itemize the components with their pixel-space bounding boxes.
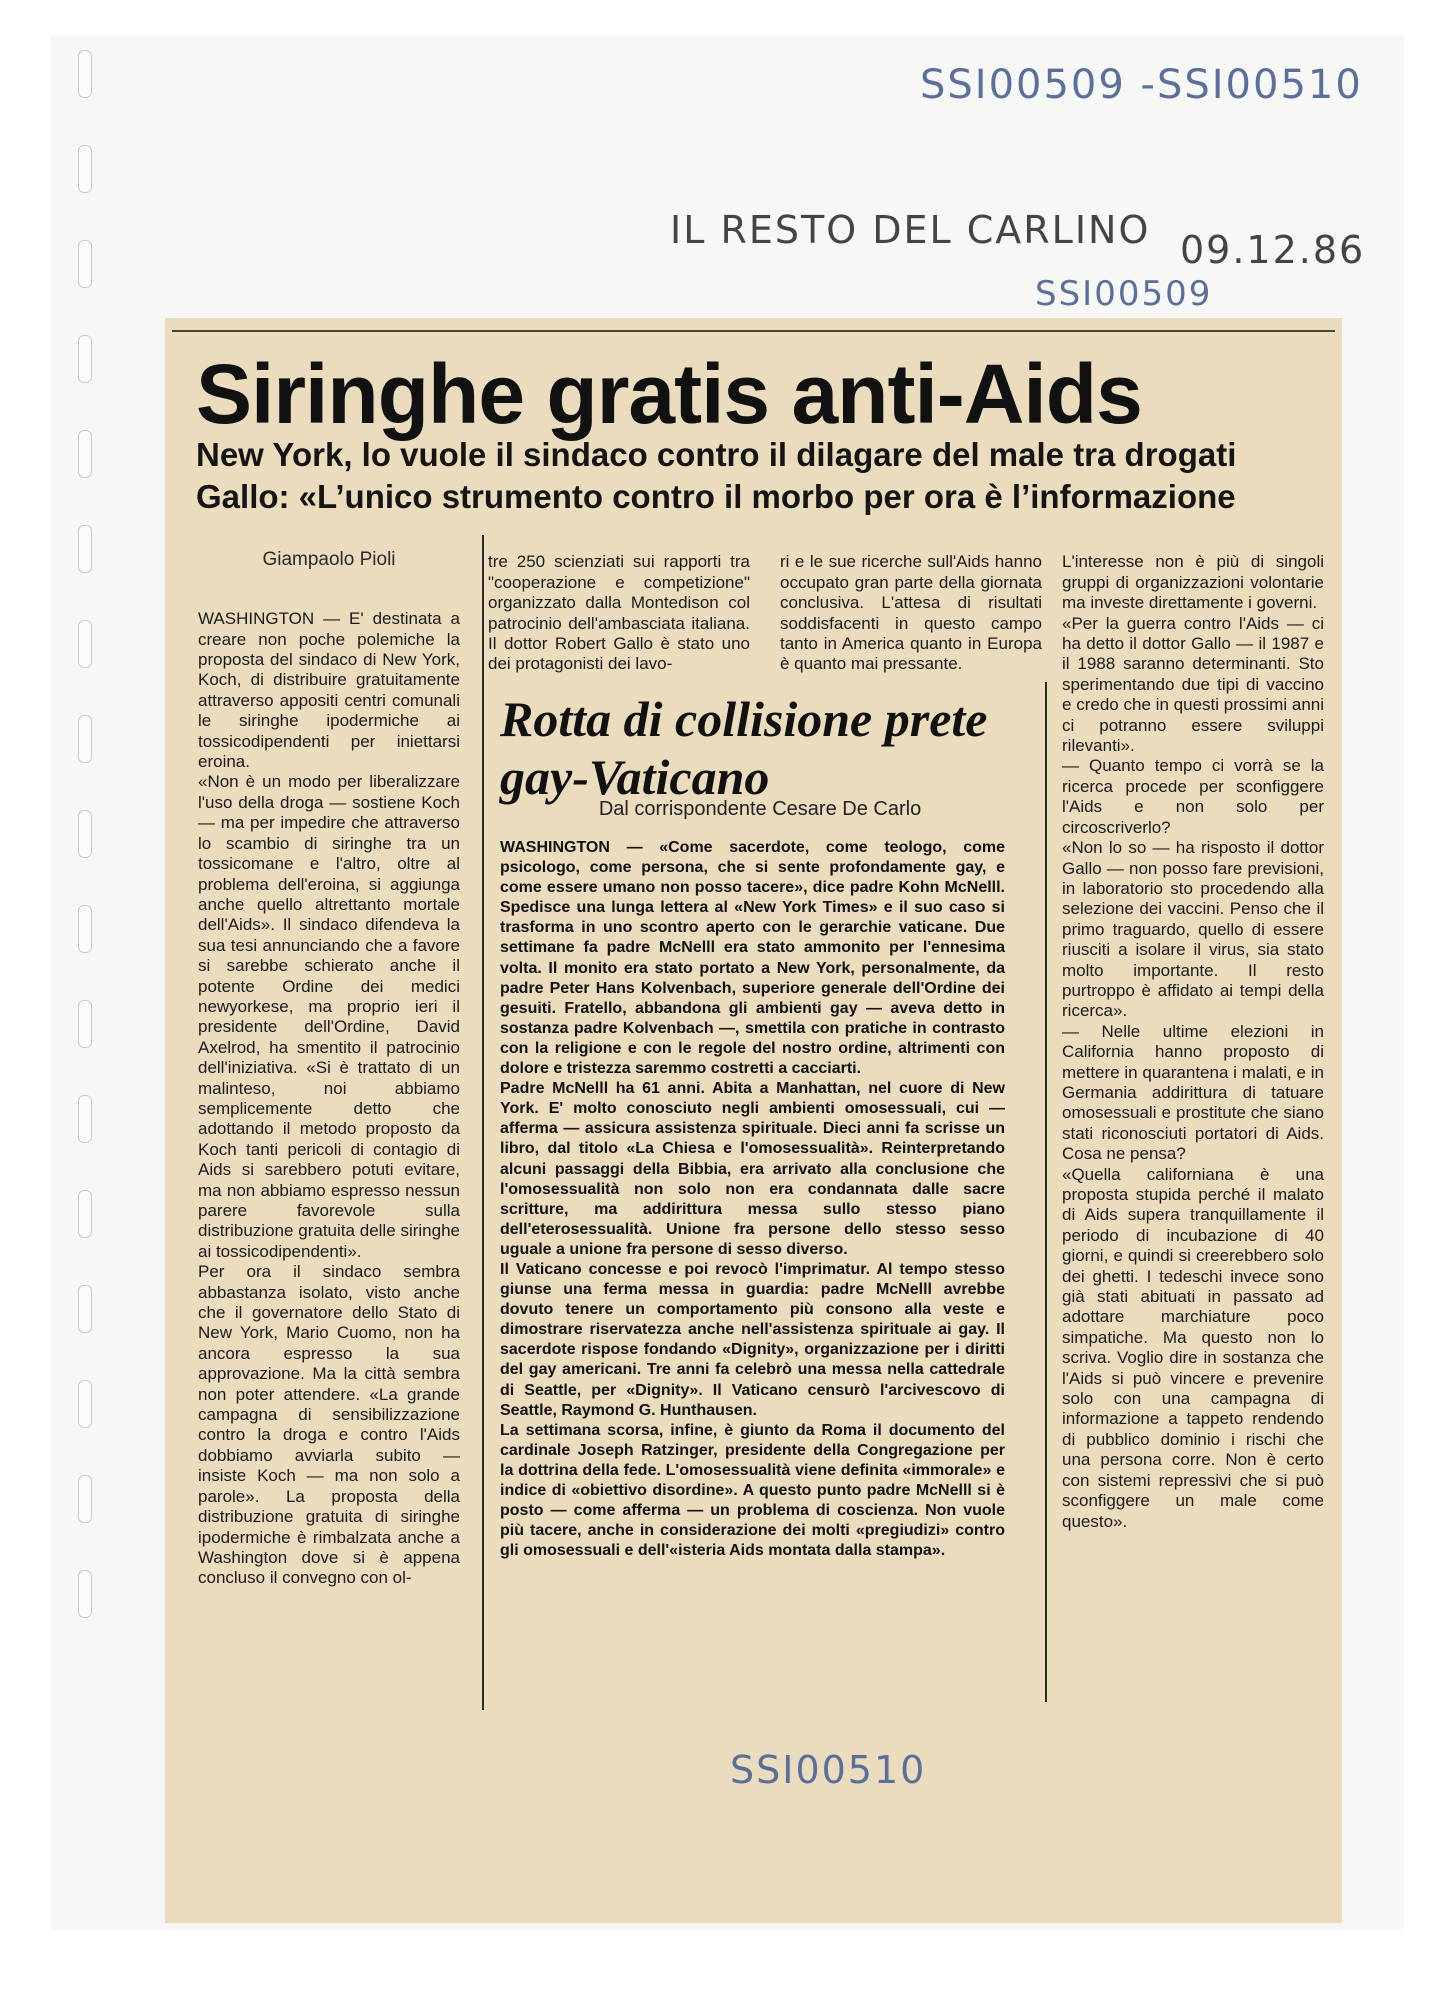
binder-hole bbox=[78, 620, 92, 668]
headline: Siringhe gratis anti-Aids bbox=[196, 347, 1142, 441]
archive-code-top: SSI00509 bbox=[1035, 274, 1213, 314]
subheadline-2: Gallo: «L’unico strumento contro il morbo per ora è l’informazione bbox=[196, 478, 1236, 515]
binder-hole bbox=[78, 1190, 92, 1238]
article-column-3 bbox=[780, 532, 1042, 695]
column-1-text: WASHINGTON — E' destinata a creare non poche polemiche la proposta del sindaco di New York, Koch, di distribuire gratuitamente attraverso appositi centri comunali le siringhe ipodermiche ai tossicodipendenti per iniettarsi eroina. «Non è un modo per liberalizzare l'uso della droga — sostiene Koch — ma per impedire che attraverso lo scambio di siringhe tra un tossicomane e l'altro, oltre al problema dell'eroina, si aggiunga anche quello altrettanto mortale dell'Aids». Il sindaco difendeva la sua tesi annunciando che a favore si sarebbe schierato anche il potente Ordine dei medici newyorkese, ma proprio ieri il presidente dell'Ordine, David Axelrod, ha smentito il patrocinio dell'iniziativa. «Si è trattato di un malinteso, noi abbiamo semplicemente detto che adottando il metodo proposto da Koch tanti pericoli di contagio di Aids si sarebbero potuti evitare, ma non abbiamo espresso nessun parere favorevole sulla distribuzione gratuita delle siringhe ai tossicodipendenti». Per ora il sindaco sembra abbastanza isolato, visto anche che il governatore dello Stato di New York, Mario Cuomo, non ha ancora espresso la sua approvazione. Ma la città sembra non poter attendere. «La grande campagna di sensibilizzazione contro la droga e contro l'Aids dobbiamo avviarla subito — insiste Koch — ma non solo a parole». La proposta della distribuzione gratuita di siringhe ipodermiche è rimbalzata anche a Washington dove si è appena concluso il convegno con ol- bbox=[198, 609, 460, 1588]
binder-hole bbox=[78, 240, 92, 288]
top-rule bbox=[172, 330, 1335, 332]
column-2-text: tre 250 scienziati sui rapporti tra "cooperazione e competizione" organizzato dalla Montedison col patrocinio dell'ambasciata italiana. Il dottor Robert Gallo è stato uno dei protagonisti dei lavo- bbox=[488, 552, 750, 674]
archive-code-bottom: SSI00510 bbox=[730, 1748, 927, 1792]
binder-hole bbox=[78, 335, 92, 383]
binder-hole bbox=[78, 1475, 92, 1523]
column-3-text: ri e le sue ricerche sull'Aids hanno occupato gran parte della giornata conclusiva. L'attesa di risultati soddisfacenti in questo campo tanto in America quanto in Europa è quanto mai pressante. bbox=[780, 552, 1042, 674]
binder-hole bbox=[78, 50, 92, 98]
date-note: 09.12.86 bbox=[1180, 228, 1366, 272]
binder-holes bbox=[78, 50, 104, 1800]
binder-hole bbox=[78, 810, 92, 858]
box-article-text: WASHINGTON — «Come sacerdote, come teologo, come psicologo, come persona, che si sente profondamente gay, e come essere umano non posso tacere», dice padre Kohn McNelll. Spedisce una lunga lettera al «New York Times» e il suo caso si trasforma in uno scontro aperto con le gerarchie vaticane. Due settimane fa padre McNelll era stato ammonito per l'ennesima volta. Il monito era stato portato a New York, personalmente, da padre Peter Hans Kolvenbach, superiore generale dell'Ordine dei gesuiti. Fratello, abbandona gli ambienti gay — aveva detto in sostanza padre Kolvenbach —, smettila con pratiche in contrasto con la religione e con le regole del nostro ordine, altrimenti con dolore e tristezza saremmo costretti a cacciarti. Padre McNelll ha 61 anni. Abita a Manhattan, nel cuore di New York. E' molto conosciuto negli ambienti omosessuali, cui — afferma — assicura assistenza spirituale. Dieci anni fa scrisse un libro, dal titolo «La Chiesa e l'omosessualità». Reinterpretando alcuni passaggi della Bibbia, era arrivato alla conclusione che l'omosessualità non solo non era condannata dalle sacre scritture, ma addirittura messa sullo stesso piano dell'eterosessualità. Unione fra persone dello stesso sesso uguale a unione fra persone di sesso diverso. Il Vaticano concesse e poi revocò l'imprimatur. Al tempo stesso giunse una ferma messa in guardia: padre McNelll avrebbe dovuto tenere un comportamento più consono alla veste e dimostrare riservatezza anche nell'assistenza spirituale ai gay. Il sacerdote rispose fondando «Dignity», organizzazione per i diritti del gay americani. Tre anni fa celebrò una messa nella cattedrale di Seattle, per «Dignity». Il Vaticano censurò l'arcivescovo di Seattle, Raymond G. Hunthausen. La settimana scorsa, infine, è giunto da Roma il documento del cardinale Joseph Ratzinger, presidente della Congregazione per la dottrina della fede. L'omosessualità viene definita «immorale» e indice di «obiettivo disordine». A questo punto padre McNelll si è posto — come afferma — un problema di coscienza. Non vuole più tacere, anche in considerazione dei molti «pregiudizi» contro gli omosessuali e dell'«isteria Aids montata dalla stampa». bbox=[500, 839, 1005, 1560]
binder-hole bbox=[78, 1095, 92, 1143]
binder-hole bbox=[78, 715, 92, 763]
box-title: Rotta di collisione prete gay-Vaticano bbox=[500, 691, 988, 805]
binder-hole bbox=[78, 145, 92, 193]
binder-hole bbox=[78, 430, 92, 478]
subheadline-1: New York, lo vuole il sindaco contro il dilagare del male tra drogati bbox=[196, 436, 1237, 473]
binder-hole bbox=[78, 1380, 92, 1428]
binder-hole bbox=[78, 1570, 92, 1618]
article-column-4 bbox=[1062, 532, 1324, 1552]
byline: Giampaolo Pioli bbox=[262, 549, 396, 571]
binder-hole bbox=[78, 525, 92, 573]
column-divider bbox=[1045, 682, 1047, 1702]
archive-range-note: SSI00509 -SSI00510 bbox=[920, 62, 1363, 108]
box-byline: Dal corrispondente Cesare De Carlo bbox=[598, 798, 922, 820]
article-column-1 bbox=[198, 530, 460, 1609]
binder-hole bbox=[78, 905, 92, 953]
article-column-2 bbox=[488, 532, 750, 695]
binder-hole bbox=[78, 1000, 92, 1048]
binder-hole bbox=[78, 1285, 92, 1333]
column-4-text: L'interesse non è più di singoli gruppi di organizzazioni volontarie ma investe direttamente i governi. «Per la guerra contro l'Aids — ci ha detto il dottor Gallo — il 1987 e il 1988 saranno determinanti. Sto sperimentando due tipi di vaccino e credo che in questi prossimi anni ci potranno essere sviluppi rilevanti». — Quanto tempo ci vorrà se la ricerca procede per sconfiggere l'Aids e non solo per circoscriverlo? «Non lo so — ha risposto il dottor Gallo — non posso fare previsioni, in laboratorio sto procedendo alla selezione dei vaccini. Penso che il primo traguardo, quello di essere riusciti a isolare il virus, sia stato molto importante. Il resto purtroppo è affidato ai tempi della ricerca». — Nelle ultime elezioni in California hanno proposto di mettere in quarantena i malati, e in Germania addirittura di tatuare omosessuali e prostitute che siano stati riconosciuti portatori di Aids. Cosa ne pensa? «Quella californiana è una proposta stupida perché il malato di Aids supera tranquillamente il periodo di incubazione di 40 giorni, e quindi si creerebbero solo dei ghetti. I tedeschi invece sono già stati abituati in passato ad adottare marchiature poco simpatiche. Ma questo non lo scriva. Voglio dire in sostanza che l'Aids si può vincere e prevenire solo con una campagna di informazione a tappeto rendendo di pubblico dominio i rischi che una persona corre. Non è certo con sistemi repressivi che si può sconfiggere un male come questo». bbox=[1062, 552, 1324, 1531]
column-divider bbox=[482, 535, 484, 1710]
source-note: IL RESTO DEL CARLINO bbox=[670, 208, 1151, 252]
